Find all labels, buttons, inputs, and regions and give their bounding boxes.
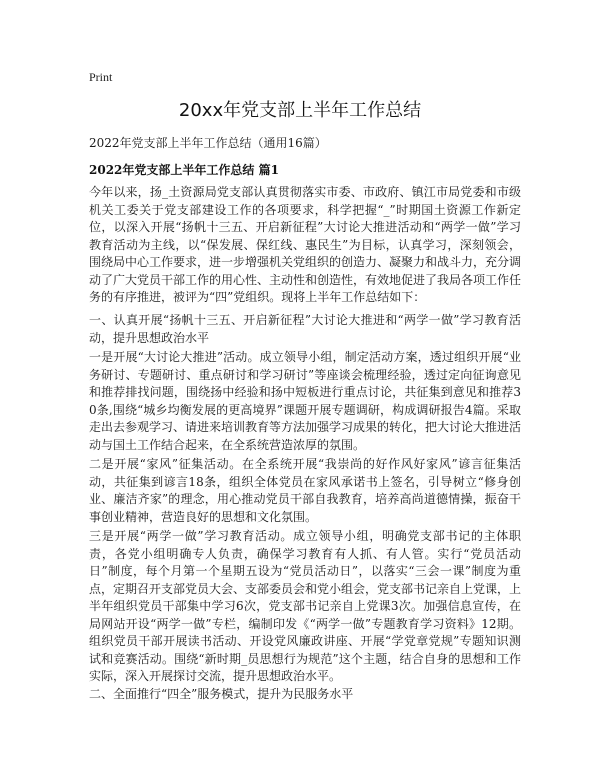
print-link[interactable]: Print xyxy=(89,70,113,84)
body-paragraph-2: 二是开展“家风”征集活动。在全系统开展“我崇尚的好作风好家风”谚言征集活动，共征集到谚言18条，组织全体党员在家风承诺书上签名，引导树立“修身创业、廉洁齐家”的理念，用心推动党员干部自我教育，培养高尚道德情操，振奋干事创业精神，营造良好的思想和文化氛围。 xyxy=(89,457,521,524)
document-title: 20xx年党支部上半年工作总结 xyxy=(178,100,422,121)
body-paragraph-3: 三是开展“两学一做”学习教育活动。成立领导小组，明确党支部书记的主体职责，各党小组明确专人负责，确保学习教育有人抓、有人管。实行“党员活动日”制度，每个月第一个星期五设为“党员活动日”，以落实“三会一课”制度为重点，定期召开支部党员大会、支部委员会和党小组会，党支部书记亲自上党课，上半年组织党员干部集中学习6次，党支部书记亲自上党课3次。加强信息宣传，在局网站开设“两学一做”专栏，编制印发《“两学一做”专题教育学习资料》12期。组织党员干部开展读书活动、开设党风廉政讲座、开展“学党章党规”专题知识测试和竞赛活动。围绕“新时期_员思想行为规范”这个主题，结合自身的思想和工作实际，深入开展探讨交流，提升思想政治水平。 xyxy=(89,529,522,683)
item-heading-2: 二、全面推行“四全”服务模式，提升为民服务水平 xyxy=(89,687,354,701)
body-paragraph-1: 一是开展“大讨论大推进”活动。成立领导小组，制定活动方案，透过组织开展“业务研讨、专题研讨、重点研讨和学习研讨”等座谈会梳理经验，透过定向征询意见和推荐排找问题，围绕扬中经验和扬中短板进行重点讨论，共征集到意见和推荐30条,围绕“城乡均衡发展的更高境界”课题开展专题调研，构成调研报告4篇。采取走出去参观学习、请进来培训教育等方法加强学习成果的转化，把大讨论大推进活动与国土工作结合起来，在全系统营造浓厚的氛围。 xyxy=(89,350,522,452)
section-heading: 2022年党支部上半年工作总结 篇1 xyxy=(89,163,279,177)
item-heading-1: 一、认真开展“扬帆十三五、开启新征程”大讨论大推进和“两学一做”学习教育活动，提升思想政治水平 xyxy=(89,313,521,345)
intro-paragraph: 今年以来，扬_土资源局党支部认真贯彻落实市委、市政府、镇江市局党委和市级机关工委关于党支部建设工作的各项要求，科学把握“_”时期国土资源工作新定位，以深入开展“扬帆十三五、开启新征程”大讨论大推进活动和“两学一做”学习教育活动为主线，以“保发展、保红线、惠民生”为目标，认真学习，深刻领会，围绕局中心工作要求，进一步增强机关党组织的创造力、凝聚力和战斗力，充分调动了广大党员干部工作的用心性、主动性和创造性，有效地促进了我局各项工作任务的有序推进，被评为“四”党组织。现将上半年工作总结如下： xyxy=(89,185,522,304)
document-subtitle: 2022年党支部上半年工作总结（通用16篇） xyxy=(89,136,327,150)
